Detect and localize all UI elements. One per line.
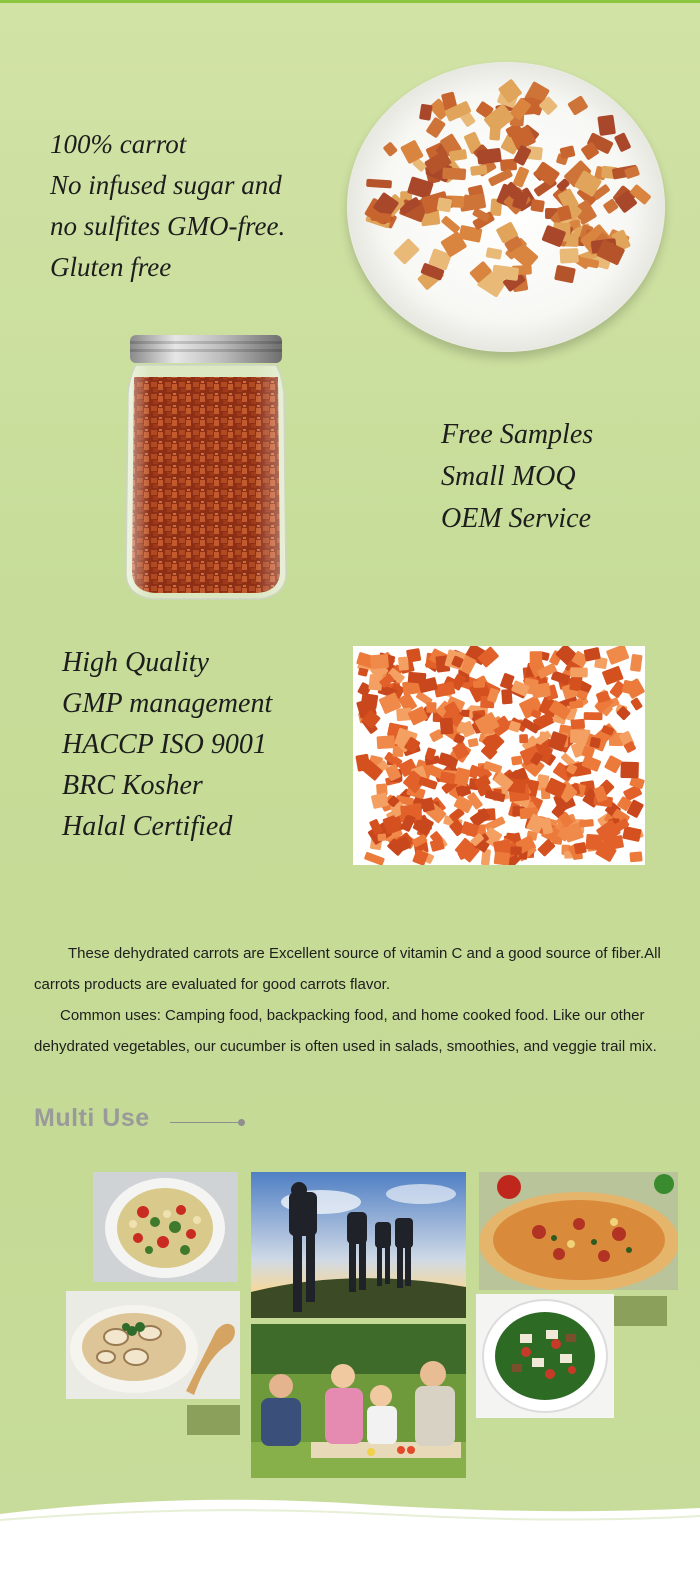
pizza-photo bbox=[479, 1172, 678, 1290]
feature-line: Free Samples bbox=[441, 419, 594, 450]
dried-carrot-plate-image bbox=[347, 62, 665, 352]
features-block-3 bbox=[62, 642, 272, 847]
feature-line: Gluten free bbox=[50, 252, 172, 282]
product-description bbox=[34, 938, 682, 1062]
feature-line: No infused sugar and bbox=[50, 170, 282, 200]
feature-line: no sulfites GMO-free. bbox=[50, 211, 286, 241]
salad-plate-photo bbox=[476, 1294, 614, 1418]
feature-line: OEM Service bbox=[441, 503, 592, 534]
features-block-1 bbox=[50, 124, 285, 288]
multi-use-heading: Multi Use bbox=[34, 1104, 150, 1132]
family-picnic-photo bbox=[251, 1324, 466, 1478]
description-paragraph-2: Common uses: Camping food, backpacking food, and home cooked food. Like our other dehydrated vegetables, our cucumber is often used in salads, smoothies, and veggie trail mix. bbox=[34, 1007, 657, 1055]
carrot-dice-image bbox=[353, 646, 645, 865]
heading-divider-line bbox=[170, 1122, 240, 1123]
feature-line: GMP management bbox=[62, 688, 273, 719]
description-paragraph-1: These dehydrated carrots are Excellent source of vitamin C and a good source of fiber.All carrots products are evaluated for good carrots flavor. bbox=[34, 945, 661, 993]
feature-line: Small MOQ bbox=[441, 461, 576, 492]
heading-divider-dot bbox=[238, 1119, 245, 1126]
feature-line: HACCP ISO 9001 bbox=[62, 729, 267, 760]
hikers-photo bbox=[251, 1172, 466, 1318]
top-accent-line bbox=[0, 0, 700, 3]
decorative-green-block bbox=[614, 1296, 667, 1326]
feature-line: BRC Kosher bbox=[62, 770, 203, 801]
mushroom-soup-photo bbox=[66, 1291, 240, 1399]
features-block-2 bbox=[441, 414, 593, 540]
decorative-green-block bbox=[187, 1405, 240, 1435]
pasta-salad-photo bbox=[93, 1172, 238, 1282]
carrot-jar-image bbox=[122, 333, 290, 605]
feature-line: High Quality bbox=[62, 647, 209, 678]
feature-line: Halal Certified bbox=[62, 811, 233, 842]
feature-line: 100% carrot bbox=[50, 129, 187, 159]
bottom-wave-decoration bbox=[0, 1490, 700, 1574]
